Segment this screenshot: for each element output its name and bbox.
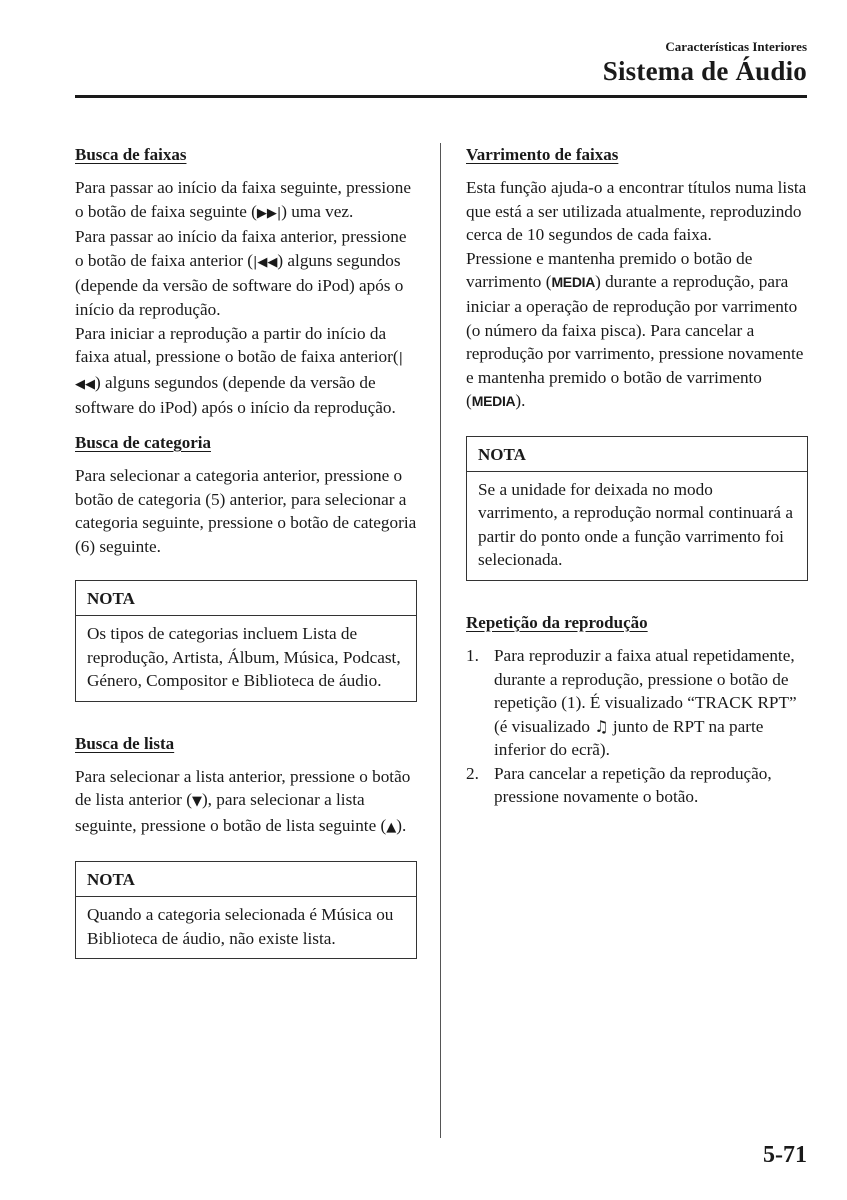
heading-busca-categoria: Busca de categoria	[75, 432, 211, 452]
page-number: 5-71	[763, 1142, 807, 1168]
heading-varrimento: Varrimento de faixas	[466, 145, 619, 164]
paragraph-next-track: Para passar ao início da faixa seguinte, pressione o botão de faixa seguinte (▶▶|) uma vez.	[75, 178, 411, 221]
header-rule	[75, 95, 807, 98]
paragraph-restart-track: Para iniciar a reprodução a partir do início da faixa atual, pressione o botão de faixa anterior(|◀◀) alguns segundos (depende da versão de software do iPod) após o início da reprodução.	[75, 323, 403, 418]
note-body: Os tipos de categorias incluem Lista de reprodução, Artista, Álbum, Música, Podcast, Género, Compositor e Biblioteca de áudio.	[87, 623, 401, 691]
note-title: NOTA	[76, 581, 416, 616]
header-section-label: Características Interiores	[665, 39, 807, 54]
paragraph-previous-track: Para passar ao início da faixa anterior, pressione o botão de faixa anterior (|◀◀) alguns segundos (depende da versão de software do iPod) após o início da reprodução.	[75, 227, 407, 319]
column-divider	[440, 143, 441, 1138]
heading-repeticao: Repetição da reprodução	[466, 612, 648, 632]
up-triangle-icon: ▲	[386, 819, 397, 835]
paragraph-varrimento-instructions: Pressione e mantenha premido o botão de varrimento (MEDIA) durante a reprodução, para iniciar a operação de reprodução por varrimento (o número da faixa pisca). Para cancelar a reprodução por varrimento, pressione novamente e mantenha premido o botão de varrimento (MEDIA).	[466, 248, 804, 411]
note-title: NOTA	[467, 437, 807, 472]
next-track-icon: ▶▶|	[256, 205, 282, 221]
media-button-label: MEDIA	[551, 274, 596, 291]
paragraph-categoria: Para selecionar a categoria anterior, pressione o botão de categoria (5) anterior, para selecionar a categoria seguinte, pressione o botão de categoria (6) seguinte.	[75, 465, 417, 556]
note-box-lista	[75, 861, 417, 959]
paragraph-lista: Para selecionar a lista anterior, pressione o botão de lista anterior (▼), para selecionar a lista seguinte, pressione o botão de lista seguinte (▲).	[75, 766, 411, 835]
repeat-steps-list	[466, 644, 808, 809]
note-box-varrimento	[466, 436, 808, 581]
previous-track-icon: |◀◀	[75, 351, 403, 392]
media-button-label: MEDIA	[471, 393, 516, 410]
note-box-categorias	[75, 580, 417, 701]
note-body: Quando a categoria selecionada é Música ou Biblioteca de áudio, não existe lista.	[87, 905, 394, 948]
right-column	[466, 143, 808, 809]
page-title: Sistema de Áudio	[602, 56, 807, 86]
heading-busca-faixas: Busca de faixas	[75, 145, 187, 164]
music-note-icon: ♫	[594, 716, 609, 736]
previous-track-icon: |◀◀	[253, 254, 278, 270]
note-title: NOTA	[76, 862, 416, 897]
list-item: 2. Para cancelar a repetição da reprodução, pressione novamente o botão.	[466, 763, 772, 807]
list-item: 1. Para reproduzir a faixa atual repetidamente, durante a reprodução, pressione o botão de repetição (1). É visualizado “TRACK RPT” (é visualizado ♫ junto de RPT na parte inferior do ecrã).	[466, 645, 797, 760]
heading-busca-lista: Busca de lista	[75, 733, 175, 753]
note-body: Se a unidade for deixada no modo varrimento, a reprodução normal continuará a partir do ponto onde a função varrimento foi selecionada.	[478, 479, 793, 570]
paragraph-varrimento-intro: Esta função ajuda-o a encontrar títulos numa lista que está a ser utilizada atualmente, reproduzindo cerca de 10 segundos de cada faixa.	[466, 178, 807, 245]
left-column	[75, 143, 417, 959]
down-triangle-icon: ▼	[191, 794, 202, 810]
